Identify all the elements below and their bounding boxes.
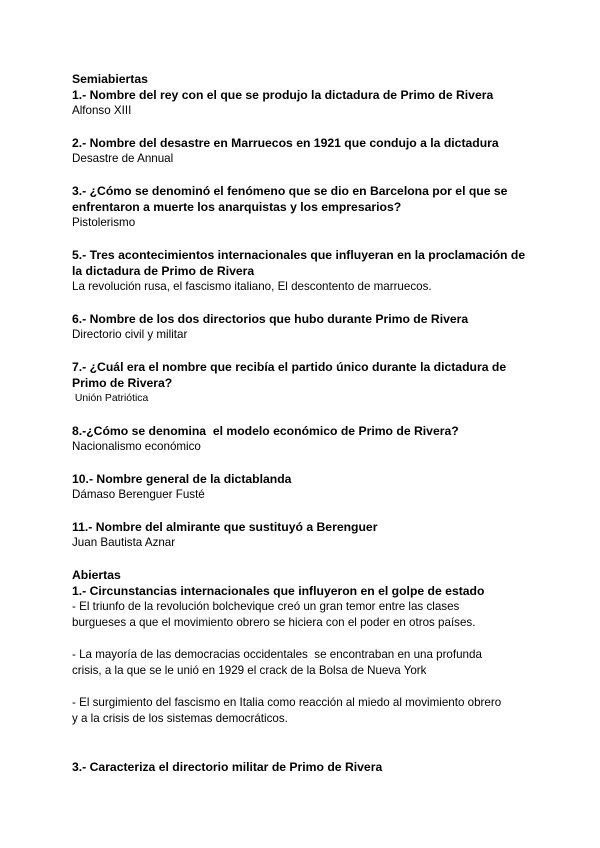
answer-paragraph-3-line-1: - El surgimiento del fascismo en Italia como reacción al miedo al movimiento obrero bbox=[72, 696, 502, 709]
question-block-2 bbox=[72, 135, 532, 167]
answer-text: Nacionalismo económico bbox=[72, 440, 201, 453]
answer-text: Juan Bautista Aznar bbox=[72, 536, 176, 549]
question-text: 10.- Nombre general de la dictablanda bbox=[72, 472, 292, 486]
question-text-line-1: 7.- ¿Cuál era el nombre que recibía el partido único durante la dictadura de bbox=[72, 360, 507, 374]
answer-paragraph-2-line-1: - La mayoría de las democracias occidentales se encontraban en una profunda bbox=[72, 648, 482, 661]
question-block-7 bbox=[72, 359, 532, 407]
question-block-10 bbox=[72, 471, 532, 503]
answer-text: Directorio civil y militar bbox=[72, 328, 188, 341]
document-page bbox=[72, 71, 532, 775]
question-text: 6.- Nombre de los dos directorios que hubo durante Primo de Rivera bbox=[72, 312, 469, 326]
section-heading-abiertas: Abiertas bbox=[72, 568, 121, 582]
question-text-line-1: 5.- Tres acontecimientos internacionales que influyeran en la proclamación de bbox=[72, 248, 526, 262]
answer-paragraph-1-line-2: burgueses a que el movimiento obrero se hiciera con el poder en otros países. bbox=[72, 616, 476, 629]
answer-paragraph-2-line-2: crisis, a la que se le unió en 1929 el crack de la Bolsa de Nueva York bbox=[72, 664, 427, 677]
answer-text: Unión Patriótica bbox=[72, 393, 149, 404]
open-question-3: 3.- Caracteriza el directorio militar de Primo de Rivera bbox=[72, 760, 383, 774]
answer-paragraph-1-line-1: - El triunfo de la revolución bolchevique creó un gran temor entre las clases bbox=[72, 600, 460, 613]
answer-text: La revolución rusa, el fascismo italiano, El descontento de marruecos. bbox=[72, 280, 432, 293]
question-block-3 bbox=[72, 183, 532, 231]
question-block-1 bbox=[72, 87, 532, 119]
question-text: 11.- Nombre del almirante que sustituyó a Berenguer bbox=[72, 520, 378, 534]
question-text-line-1: 3.- ¿Cómo se denominó el fenómeno que se dio en Barcelona por el que se bbox=[72, 184, 508, 198]
answer-paragraph-3-line-2: y a la crisis de los sistemas democráticos. bbox=[72, 712, 288, 725]
question-text-line-2: Primo de Rivera? bbox=[72, 376, 173, 390]
question-block-5 bbox=[72, 247, 532, 295]
section-heading-semiabiertas: Semiabiertas bbox=[72, 72, 148, 86]
question-block-6 bbox=[72, 311, 532, 343]
answer-text: Pistolerismo bbox=[72, 216, 136, 229]
question-text: 8.-¿Cómo se denomina el modelo económico de Primo de Rivera? bbox=[72, 424, 459, 438]
answer-text: Desastre de Annual bbox=[72, 152, 174, 165]
question-text: 2.- Nombre del desastre en Marruecos en 1921 que condujo a la dictadura bbox=[72, 136, 499, 150]
question-text: 1.- Nombre del rey con el que se produjo la dictadura de Primo de Rivera bbox=[72, 88, 494, 102]
answer-text: Dámaso Berenguer Fusté bbox=[72, 488, 205, 501]
question-block-8 bbox=[72, 423, 532, 455]
question-block-11 bbox=[72, 519, 532, 551]
open-question-1: 1.- Circunstancias internacionales que influyeron en el golpe de estado bbox=[72, 584, 485, 598]
question-text-line-2: la dictadura de Primo de Rivera bbox=[72, 264, 255, 278]
answer-text: Alfonso XIII bbox=[72, 104, 132, 117]
question-text-line-2: enfrentaron a muerte los anarquistas y los empresarios? bbox=[72, 200, 402, 214]
